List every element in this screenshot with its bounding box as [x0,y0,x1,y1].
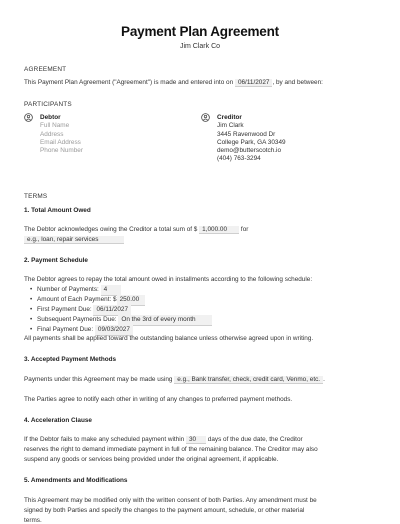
amendments-heading: 5. Amendments and Modifications [24,477,128,484]
methods-text: Payments under this Agreement may be made using [24,376,173,383]
document-subtitle: Jim Clark Co [179,43,221,50]
creditor-name: Jim Clark [217,122,244,130]
methods-note: The Parties agree to notify each other in writing of any changes to preferred payment methods. [24,396,293,403]
creditor-user-icon [201,113,210,122]
amendments-line1: This Agreement may be modified only with the written consent of both Parties. Any amendment must be [24,497,317,504]
creditor-city: College Park, GA 30349 [217,138,286,146]
acceleration-line2: reserves the right to demand immediate payment in full of the remaining balance. The Creditor may also [24,446,318,453]
creditor-heading: Creditor [217,114,242,121]
list-item: • Final Payment Due: 09/03/2027 [30,325,212,335]
acceleration-line3: suspend any goods or services being provided under the original agreement, if applicable. [24,456,279,463]
subsequent-payment-field[interactable]: On the 3rd of every month [118,315,212,326]
debtor-phone-field[interactable]: Phone Number [40,147,83,155]
document-title: Payment Plan Agreement [121,24,279,39]
acceleration-line1 [24,436,303,444]
schedule-list [30,285,212,335]
list-item: • Subsequent Payments Due: On the 3rd of every month [30,315,212,325]
methods-text-after: . [323,376,325,383]
total-purpose-field[interactable]: e.g., loan, repair services [24,236,124,244]
final-payment-field[interactable]: 09/03/2027 [95,325,133,336]
debtor-address-field[interactable]: Address [40,130,64,138]
participants-section-label: PARTICIPANTS [24,101,72,108]
total-line [24,226,248,234]
total-heading: 1. Total Amount Owed [24,207,91,214]
acceleration-heading: 4. Acceleration Clause [24,417,92,424]
debtor-email-field[interactable]: Email Address [40,138,81,146]
total-text: The Debtor acknowledges owing the Creditor a total sum of $ [24,226,198,233]
debtor-user-icon [24,113,33,122]
agreement-intro-text: This Payment Plan Agreement ("Agreement") is made and entered into on [24,79,234,86]
methods-line [24,376,325,384]
total-purpose-line [24,236,124,244]
schedule-note: All payments shall be applied toward the outstanding balance unless otherwise agreed upon in writing. [24,335,314,342]
debtor-block [40,114,83,155]
total-amount-field[interactable]: 1,000.00 [199,226,239,234]
list-item: • Number of Payments: 4 [30,285,212,295]
agreement-section-label: AGREEMENT [24,66,67,73]
acceleration-days-field[interactable]: 30 [186,436,206,444]
debtor-heading: Debtor [40,114,61,121]
creditor-street: 3445 Ravenwood Dr [217,130,276,138]
list-item: • Amount of Each Payment: $ 250.00 [30,295,212,305]
agreement-intro [24,79,323,87]
creditor-block [217,114,286,164]
methods-field[interactable]: e.g., Bank transfer, check, credit card, Venmo, etc. [174,376,323,384]
amendments-line2: signed by both Parties and specify the changes to the payment amount, schedule, or other material [24,507,305,514]
schedule-heading: 2. Payment Schedule [24,257,88,264]
num-payments-field[interactable]: 4 [101,285,121,296]
list-item: • First Payment Due: 06/11/2027 [30,305,212,315]
agreement-intro-after: , by and between: [272,79,323,86]
each-payment-field[interactable]: 250.00 [117,295,145,306]
agreement-date-field[interactable]: 06/11/2027 [235,79,273,87]
terms-section-label: TERMS [24,193,48,200]
schedule-intro: The Debtor agrees to repay the total amount owed in installments according to the following schedule: [24,276,313,283]
acceleration-text: If the Debtor fails to make any scheduled payment within [24,436,185,443]
acceleration-text-after: days of the due date, the Creditor [207,436,303,443]
debtor-full-name-field[interactable]: Full Name [40,122,70,130]
creditor-email: demo@butterscotch.io [217,147,282,155]
amendments-line3: terms. [24,517,42,524]
first-payment-field[interactable]: 06/11/2027 [93,305,131,316]
total-for-text: for [240,226,249,233]
methods-heading: 3. Accepted Payment Methods [24,356,117,363]
creditor-phone: (404) 763-3294 [217,155,261,163]
